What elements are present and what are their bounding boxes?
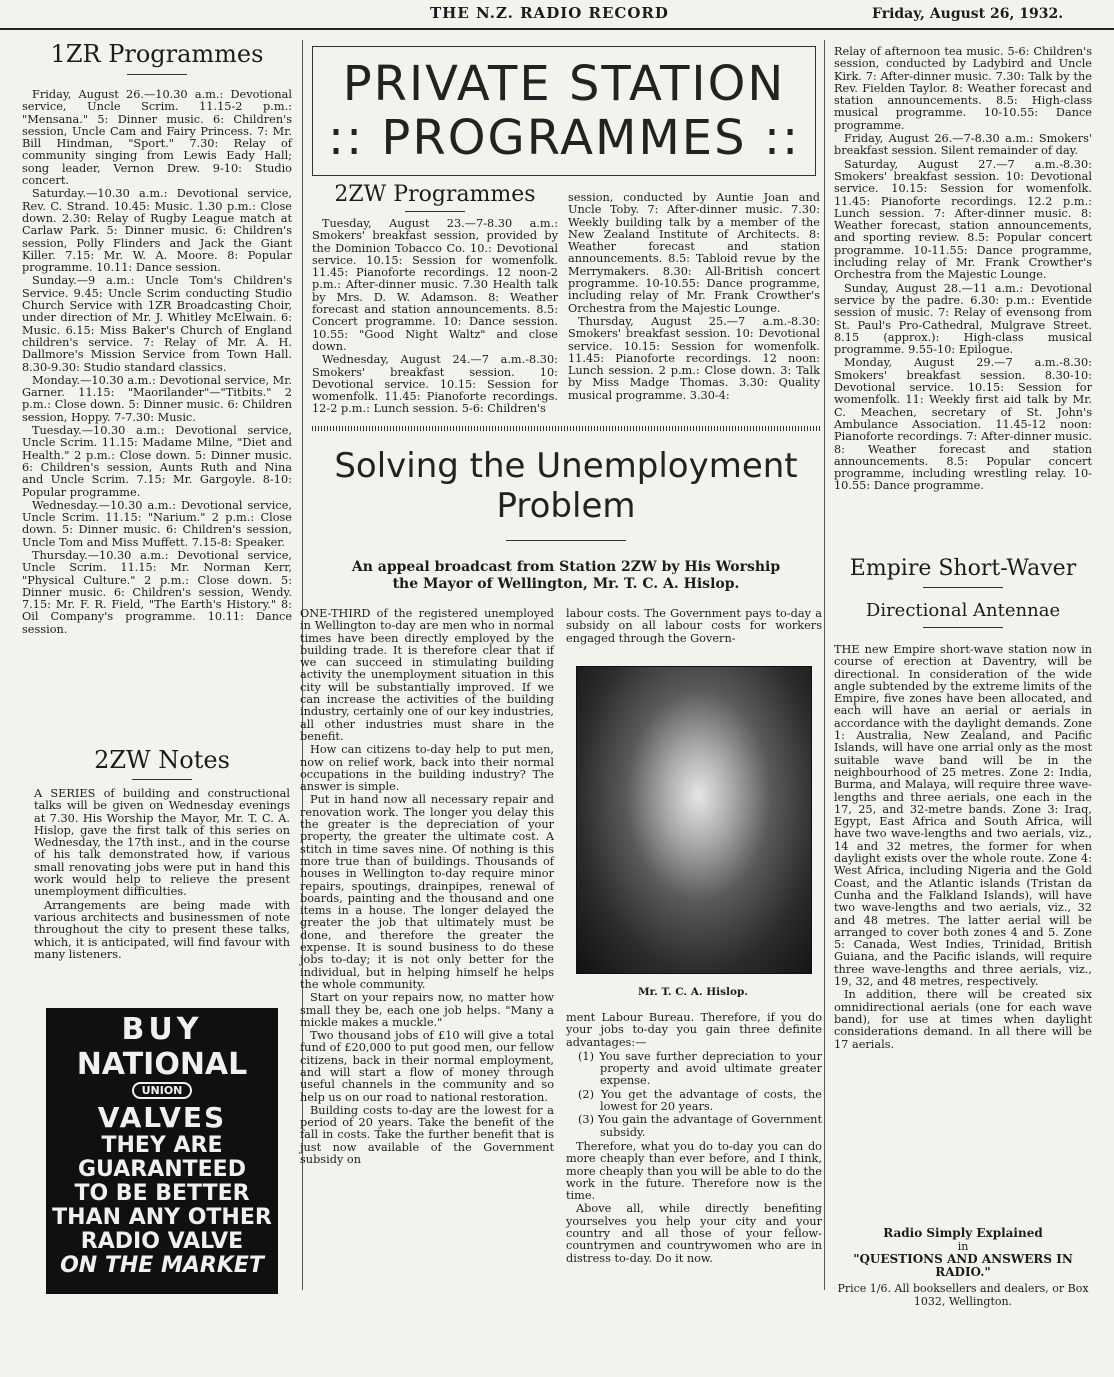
column-divider — [824, 40, 825, 1290]
zw-column — [568, 192, 820, 403]
article-paragraph: Two thousand jobs of £10 will give a total fund of £20,000 to put good men, our fellow citizens, back in their normal employment, and will start a flow of money through useful channels in the community and so help us on our road to national restoration. — [300, 1029, 554, 1104]
notes-paragraph: Arrangements are being made with various architects and businessmen of note throughout the city to present these talks, which, it is anticipated, will find favour with many listeners. — [34, 898, 290, 961]
ad-line: THAN ANY OTHER — [52, 1205, 272, 1230]
promo-line: in — [957, 1240, 969, 1253]
publication-name: THE N.Z. RADIO RECORD — [430, 4, 669, 22]
empire-body — [834, 644, 1092, 1051]
izr-title: 1ZR Programmes — [50, 40, 264, 68]
izr-day: Saturday.—10.30 a.m.: Devotional service, Rev. C. Strand. 10.45: Music. 1.30 p.m.: Close down. 2.30: Relay of Rugby League match at Carlaw Park. 5: Dinner music. 6: Children's session, Polly Flinders and Jack the Giant Killer. 7.15: Mr. W. A. Moore. 8: Popular programme. 10.11: Dance session. — [22, 187, 292, 275]
advantages-list — [566, 1051, 822, 1139]
banner-line: :: PROGRAMMES :: — [327, 110, 801, 166]
notes-title: 2ZW Notes — [94, 746, 230, 774]
photo-caption: Mr. T. C. A. Hislop. — [637, 986, 749, 998]
notes-section — [34, 746, 290, 962]
article-paragraph: ment Labour Bureau. Therefore, if you do your jobs to-day you gain three definite advantages:— — [566, 1011, 822, 1049]
list-item: (1) You save further depreciation to your property and avoid ultimate greater expense. — [578, 1049, 822, 1088]
union-badge: UNION — [132, 1082, 192, 1099]
zw-column — [312, 218, 558, 416]
izr-day: Thursday.—10.30 a.m.: Devotional service, Uncle Scrim. 11.15: Mr. Norman Kerr, "Physical Culture." 2 p.m.: Close down. 5: Dinner music. 6: Children's session, Wendy. 7.15: Mr. F. R. Field, "The Earth's History." 8: Oil Company's programme. 10.11: Dance session. — [22, 548, 292, 636]
list-item: (2) You get the advantage of costs, the lowest for 20 years. — [578, 1087, 822, 1114]
issue-date: Friday, August 26, 1932. — [872, 6, 1064, 22]
title-rule — [127, 74, 187, 75]
article-subhead: An appeal broadcast from Station 2ZW by His Worship the Mayor of Wellington, Mr. T. C. A. Hislop. — [351, 559, 781, 592]
article-paragraph: ONE-THIRD of the registered unemployed in Wellington to-day are men who in normal times have been directly employed by the building trade. It is therefore clear that if we can succeed in stimulating building activity the unemployment situation in this city will be substantially improved. If we can increase the activities of the building industry, certainly one of our key industries, all other industries must share in the benefit. — [300, 607, 554, 743]
promo-line: "QUESTIONS AND ANSWERS IN RADIO." — [853, 1252, 1073, 1279]
title-rule — [405, 211, 465, 212]
empire-paragraph: THE new Empire short-wave station now in course of erection at Daventry, will be directional. In consideration of the wide angle subtended by the extreme limits of the Empire, five zones have been allocated, and each will have an aerial or aerials in accordance with the daylight demands. Zone 1: Australia, New Zealand, and Pacific Islands, will have one arrial only as the most suitable wave band will be in the neighbourhood of 25 metres. Zone 2: India, Burma, and Malaya, will require three wave-lengths and three aerials, one each in the 17, 25, and 32-metre bands. Zone 3: Iraq, Egypt, East Africa and South Africa, will have two wave-lengths and two aerials, viz., 14 and 32 metres, the former for when daylight exists over the whole route. Zone 4: West Africa, including Nigeria and the Gold Coast, and the Atlantic islands (Tristan da Cunha and the Falkland Islands), will have two wave-lengths and two aerials, viz., 32 and 48 metres. The latter aerial will be arranged to cover both zones 4 and 5. Zone 5: Canada, West Indies, Trinidad, British Guiana, and the Pacific islands, will require three wave-lengths and three aerials, viz., 19, 32, and 48 metres, respectively. — [834, 643, 1092, 989]
article-column-bottom — [566, 1012, 822, 1266]
list-item: (3) You gain the advantage of Government subsidy. — [578, 1113, 822, 1139]
izr-section — [22, 40, 292, 637]
valve-advertisement — [46, 1008, 278, 1294]
article-paragraph: Building costs to-day are the lowest for a period of 20 years. Take the benefit of the fall in costs. Take the further benefit that is just now available of the Government subsidy on — [300, 1103, 554, 1167]
zw-day: Relay of afternoon tea music. 5-6: Children's session, conducted by Ladybird and Uncle Kirk. 7: After-dinner music. 7.30: Talk by the Rev. Fielden Taylor. 8: Weather forecast and station announcements. 8.5: High-class musical programme. 10-10.55: Dance programme. — [834, 45, 1092, 132]
article-paragraph: labour costs. The Government pays to-day a subsidy on all labour costs for workers engaged through the Govern- — [566, 607, 822, 645]
zw-title: 2ZW Programmes — [334, 182, 536, 207]
zw-section — [312, 182, 558, 417]
article-paragraph: Above all, while directly benefiting yourselves you help your city and your country and all those of your fellow-countrymen and countrywomen who are in distress to-day. Do it now. — [566, 1202, 822, 1265]
article-header — [312, 446, 820, 593]
zw-day: Thursday, August 25.—7 a.m.-8.30: Smokers' breakfast session. 10: Devotional service. 10.15: Session for womenfolk. 11.45: Pianoforte recordings. 12 noon: Lunch session. 2 p.m.: Close down. 3: Talk by Miss Madge Thomas. 3.30: Quality musical programme. 3.30-4: — [568, 314, 820, 402]
ad-line: BUY — [121, 1012, 203, 1047]
article-column — [300, 608, 554, 1167]
promo-line: Price 1/6. All booksellers and dealers, or Box 1032, Wellington. — [837, 1282, 1089, 1308]
title-rule — [923, 627, 1003, 628]
ad-line: VALVES — [97, 1101, 227, 1134]
notes-paragraph: A SERIES of building and constructional talks will be given on Wednesday evenings at 7.30. His Worship the Mayor, Mr. T. C. A. Hislop, gave the first talk of this series on Wednesday, the 17th inst., and in the course of his talk demonstrated how, if various small renovating jobs were put in hand this work would help to relieve the present unemployment difficulties. — [34, 787, 290, 899]
mayor-portrait — [576, 666, 812, 974]
banner-line: PRIVATE STATION — [342, 56, 786, 112]
zw-day: Monday, August 29.—7 a.m.-8.30: Smokers' breakfast session. 8.30-10: Devotional service. 10.15: Session for womenfolk. 11: Weekly first aid talk by Mr. C. Meachen, secretary of St. John's Ambulance Association. 11.45-12 noon: Pianoforte recordings. 7: After-dinner music. 8: Weather forecast and station announcements. 8.5: Popular concert programme, including wrestling relay. 10-10.55: Dance programme. — [834, 356, 1092, 493]
izr-day: Friday, August 26.—10.30 a.m.: Devotional service, Uncle Scrim. 11.15-2 p.m.: "Mensana." 5: Dinner music. 6: Children's session, Uncle Cam and Fairy Princess. 7: Mr. Bill Hindman, "Sport." 7.30: Relay of community singing from Lewis Eady Hall; song leader, Vernon Drew. 9-10: Studio concert. — [22, 88, 292, 188]
izr-day: Sunday.—9 a.m.: Uncle Tom's Children's Service. 9.45: Uncle Scrim conducting Studio Church Service with 1ZR Broadcasting Choir, under direction of Mr. J. Whitley McElwain. 6: Music. 6.15: Miss Baker's Church of England children's service. 7: Relay of Mr. A. H. Dallmore's Mission Service from Town Hall. 8.30-9.30: Studio standard classics. — [22, 274, 292, 374]
title-rule — [132, 779, 192, 780]
title-rule — [923, 587, 1003, 588]
article-paragraph: Put in hand now all necessary repair and renovation work. The longer you delay this the greater is the depreciation of your property, the greater the ultimate cost. A stitch in time saves nine. Of nothing is this more true than of buildings. Thousands of houses in Wellington to-day require minor repairs, spoutings, drainpipes, renewal of boards, painting and the thousand and one items in a house. The longer delayed the greater the job that ultimately must be done, and therefore the greater the expense. It is sound business to do these jobs to-day; it is not only better for the individual, but in helping himself he helps the whole community. — [300, 793, 554, 991]
izr-day: Monday.—10.30 a.m.: Devotional service, Mr. Garner. 11.15: "Maorilander"—"Titbits." 2 p.m.: Close down. 5: Dinner music. 6: Children session, Hoppy. 7-7.30: Music. — [22, 373, 292, 424]
ad-line: NATIONAL — [76, 1047, 248, 1082]
zw-day: Sunday, August 28.—11 a.m.: Devotional service by the padre. 6.30: p.m.: Eventide session of music. 7: Relay of evensong from St. Paul's Pro-Cathedral, Mulgrave Street. 8.15 (approx.): High-class musical programme. 9.55-10: Epilogue. — [834, 281, 1092, 357]
article-headline: Solving the Unemployment — [334, 446, 798, 486]
zw-day: Saturday, August 27.—7 a.m.-8.30: Smokers' breakfast session. 10: Devotional service. 10.15: Session for womenfolk. 11.45: Pianoforte recordings. 12.2 p.m.: Lunch session. 7: After-dinner music. 8: Weather forecast, station announcements, and sporting review. 8.5: Popular concert programme. 10-11.55: Dance programme, including relay of Mr. Frank Crowther's Orchestra from the Majestic Lounge. — [834, 157, 1092, 282]
article-paragraph: How can citizens to-day help to put men, now on relief work, back into their normal occupations in the building industry? The answer is simple. — [300, 743, 554, 794]
izr-day: Wednesday.—10.30 a.m.: Devotional service, Uncle Scrim. 11.15: "Narium." 2 p.m.: Close down. 5: Dinner music. 6: Children's session, Uncle Tom and Miss Muffett. 7.15-8: Speaker. — [22, 498, 292, 549]
empire-title: Empire Short-Waver — [849, 556, 1077, 581]
empire-section — [834, 556, 1092, 1052]
izr-day: Tuesday.—10.30 a.m.: Devotional service, Uncle Scrim. 11.15: Madame Milne, "Diet and Health." 2 p.m.: Close down. 5: Dinner music. 6: Children's session, Aunts Ruth and Nina and Uncle Scrim. 7.15: Mr. Gargoyle. 8-10: Popular programme. — [22, 424, 292, 499]
zw-day: Friday, August 26.—7-8.30 a.m.: Smokers' breakfast session. Silent remainder of day. — [834, 132, 1092, 158]
book-promo — [834, 1226, 1092, 1308]
ad-line: RADIO VALVE — [80, 1229, 244, 1254]
article-headline: Problem — [496, 486, 636, 526]
section-separator — [312, 426, 820, 431]
zw-day: Tuesday, August 23.—7-8.30 a.m.: Smokers' breakfast session, provided by the Dominion Tobacco Co. 10.: Devotional service. 10.15: Session for womenfolk. 11.45: Pianoforte recordings. 12 noon-2 p.m.: After-dinner music. 7.30 Health talk by Mrs. D. W. Adamson. 8: Weather forecast and station announcements. 8.5: Concert programme. 10: Dance session. 10.55: "Good Night Waltz" and close down. — [312, 217, 558, 353]
ad-line: GUARANTEED — [78, 1157, 246, 1182]
promo-line: Radio Simply Explained — [883, 1226, 1043, 1240]
article-paragraph: Start on your repairs now, no matter how small they be, each one job helps. "Many a mickle makes a muckle." — [300, 991, 554, 1029]
ad-line: ON THE MARKET — [60, 1253, 264, 1278]
ad-line: THEY ARE — [101, 1133, 223, 1158]
zw-day: session, conducted by Auntie Joan and Uncle Toby. 7: After-dinner music. 7.30: Weekly building talk by a member of the New Zealand Institute of Architects. 8: Weather forecast and station announcements. 8.5: Tabloid revue by the Merrymakers. 8.30: All-British concert programme. 10-10.55: Dance programme, including relay of Mr. Frank Crowther's Orchestra from the Majestic Lounge. — [568, 191, 820, 315]
headline-rule — [506, 540, 626, 541]
empire-subtitle: Directional Antennae — [865, 600, 1061, 621]
private-station-banner — [312, 46, 816, 176]
empire-paragraph: In addition, there will be created six omnidirectional aerials (one for each wave band), for use at times when daylight considerations demand. In all there will be 17 aerials. — [834, 988, 1092, 1051]
ad-line: TO BE BETTER — [74, 1181, 250, 1206]
zw-column — [834, 46, 1092, 494]
zw-day: Wednesday, August 24.—7 a.m.-8.30: Smokers' breakfast session. 10: Devotional service. 10.15: Session for womenfolk. 11.45: Pianoforte recordings. 12-2 p.m.: Lunch session. 5-6: Children's — [312, 353, 558, 416]
article-paragraph: Therefore, what you do to-day you can do more cheaply than ever before, and I think, more cheaply than you will be able to do the work in the future. Therefore now is the time. — [566, 1139, 822, 1203]
article-column-top — [566, 608, 822, 646]
izr-body — [22, 89, 292, 636]
notes-body — [34, 788, 290, 961]
